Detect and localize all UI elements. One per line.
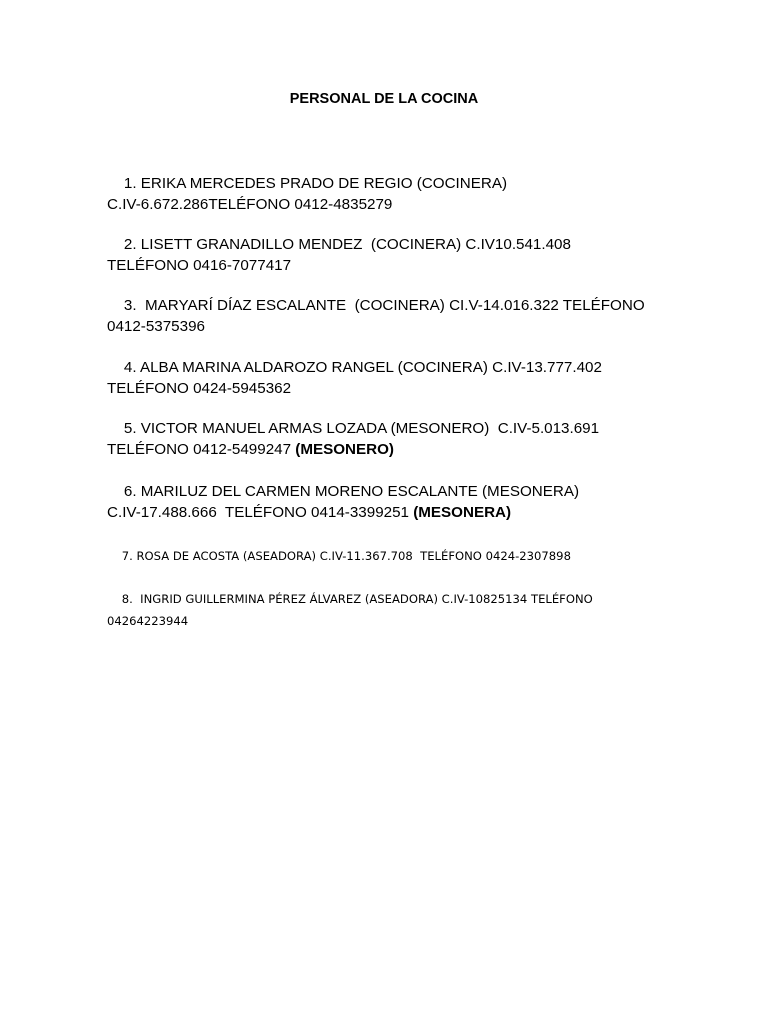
staff-role-bold: (MESONERO) [295, 441, 394, 458]
staff-entry-text: 6. MARILUZ DEL CARMEN MORENO ESCALANTE (MESONERA) C.IV-17.488.666 TELÉFONO 0414-3399251 [107, 483, 584, 521]
staff-entry-text: 7. ROSA DE ACOSTA (ASEADORA) C.IV-11.367.708 TELÉFONO 0424-2307898 [121, 549, 571, 563]
staff-entry-text: 1. ERIKA MERCEDES PRADO DE REGIO (COCINERA) C.IV-6.672.286TELÉFONO 0412-4835279 [107, 175, 529, 213]
staff-entry-text: 3. MARYARÍ DÍAZ ESCALANTE (COCINERA) CI.V-14.016.322 TELÉFONO 0412-5375396 [107, 297, 649, 335]
page-title: PERSONAL DE LA COCINA [289, 91, 479, 107]
staff-role-bold: (MESONERA) [413, 504, 512, 521]
staff-entry-text: 8. INGRID GUILLERMINA PÉREZ ÁLVAREZ (ASEADORA) C.IV-10825134 TELÉFONO 04264223944 [107, 592, 597, 628]
staff-entry-8 [107, 566, 612, 654]
staff-entry-text: 4. ALBA MARINA ALDAROZO RANGEL (COCINERA) C.IV-13.777.402 TELÉFONO 0424-5945362 [107, 359, 606, 397]
staff-entry-text: 5. VICTOR MANUEL ARMAS LOZADA (MESONERO) C.IV-5.013.691 TELÉFONO 0412-5499247 [107, 420, 604, 458]
staff-entry-text: 2. LISETT GRANADILLO MENDEZ (COCINERA) C.IV10.541.408 TELÉFONO 0416-7077417 [107, 236, 575, 274]
